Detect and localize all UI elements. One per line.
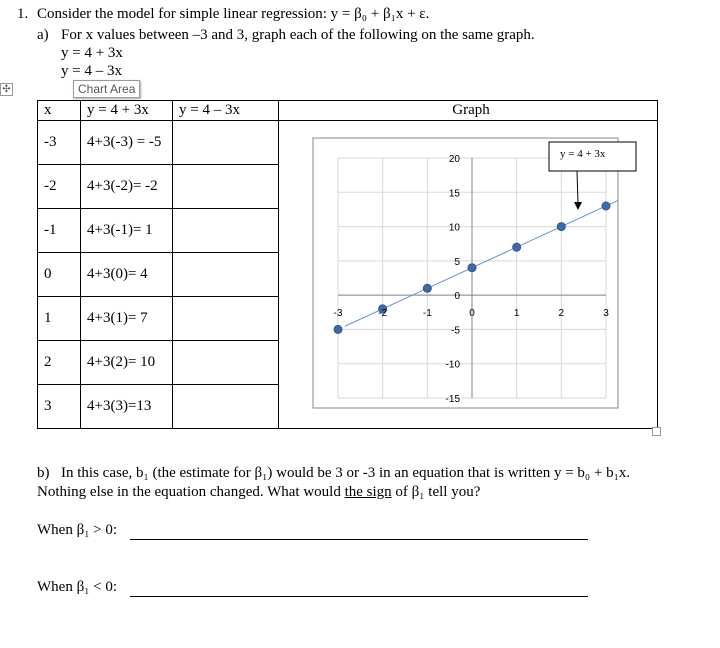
table-resize-handle[interactable] [652, 427, 661, 436]
data-point [513, 243, 521, 251]
header-graph: Graph [279, 101, 658, 121]
data-point [423, 284, 431, 292]
cell-x[interactable]: 1 [38, 297, 81, 341]
cell-y1[interactable]: 4+3(-1)= 1 [81, 209, 173, 253]
y-tick-label: 0 [454, 291, 460, 303]
when-positive-label: When β₁ > 0: [37, 522, 118, 538]
cell-y1[interactable]: 4+3(1)= 7 [81, 297, 173, 341]
equation-2: y = 4 – 3x [61, 63, 122, 79]
cell-y1[interactable]: 4+3(0)= 4 [81, 253, 173, 297]
header-y1: y = 4 + 3x [81, 101, 173, 121]
x-tick-label: 1 [513, 308, 520, 320]
when-negative-label: When β₁ < 0: [37, 579, 118, 595]
x-tick-label: 3 [603, 308, 609, 320]
x-tick-label: -3 [333, 308, 343, 320]
data-point [602, 202, 610, 210]
header-x: x [38, 101, 81, 121]
annotation-label: y = 4 + 3x [560, 148, 606, 160]
y-tick-label: -15 [445, 394, 460, 405]
chart-area [313, 138, 618, 408]
x-tick-label: -2 [378, 308, 388, 320]
answer-line-positive[interactable] [130, 539, 588, 540]
chart-area-tooltip: Chart Area [73, 80, 140, 98]
x-tick-label: 2 [558, 308, 565, 320]
part-b-line2-pre: Nothing else in the equation changed. What would [37, 484, 345, 500]
y-tick-label: 15 [448, 188, 460, 200]
cell-y1[interactable]: 4+3(2)= 10 [81, 341, 173, 385]
y-tick-label: 5 [454, 256, 460, 268]
part-b-line2 [37, 484, 480, 501]
part-b-line1: In this case, b₁ (the estimate for β₁) would be 3 or -3 in an equation that is written y = b₀ + b₁x. [61, 465, 631, 481]
cell-y1[interactable]: 4+3(-2)= -2 [81, 165, 173, 209]
part-b-label: b) [37, 465, 50, 481]
part-b-line2-post: of β₁ tell you? [391, 484, 481, 500]
x-tick-label: 0 [469, 308, 475, 320]
cell-x[interactable]: -3 [38, 121, 81, 165]
data-point [334, 325, 342, 333]
x-tick-label: -1 [422, 308, 432, 320]
cell-x[interactable]: -1 [38, 209, 81, 253]
cell-x[interactable]: -2 [38, 165, 81, 209]
answer-line-negative[interactable] [130, 596, 588, 597]
header-y2: y = 4 – 3x [173, 101, 279, 121]
question-number: 1. [17, 6, 29, 22]
equation-1: y = 4 + 3x [61, 45, 123, 61]
y-tick-label: -5 [451, 325, 460, 337]
cell-x[interactable]: 0 [38, 253, 81, 297]
cell-y1[interactable]: 4+3(-3) = -5 [81, 121, 173, 165]
data-point [468, 264, 476, 272]
cell-x[interactable]: 3 [38, 385, 81, 429]
table-move-handle-icon[interactable]: ✣ [0, 83, 13, 96]
cell-y1[interactable]: 4+3(3)=13 [81, 385, 173, 429]
y-tick-label: 10 [448, 222, 460, 234]
cell-x[interactable]: 2 [38, 341, 81, 385]
y-tick-label: 20 [448, 154, 460, 165]
data-point [557, 223, 565, 231]
question-intro: Consider the model for simple linear regression: y = β₀ + β₁x + ε. [37, 6, 430, 22]
part-a-label: a) [37, 27, 49, 43]
the-sign-underlined: the sign [344, 484, 392, 500]
y-tick-label: -10 [445, 359, 460, 371]
part-a-text: For x values between –3 and 3, graph each of the following on the same graph. [61, 27, 535, 43]
